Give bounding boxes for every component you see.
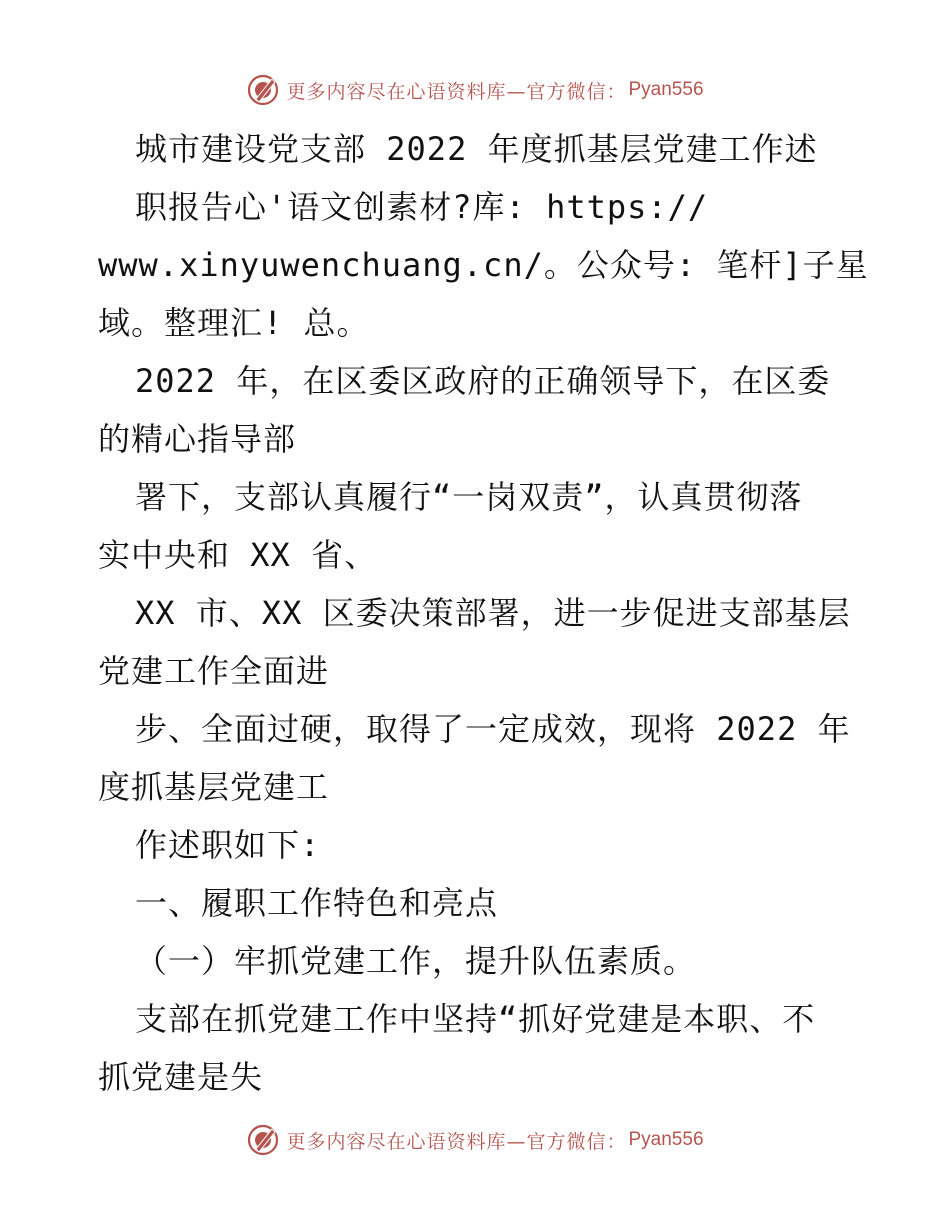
text-line: XX 市、XX 区委决策部署，进一步促进支部基层 <box>135 594 851 632</box>
text-line: 党建工作全面进 <box>98 652 330 690</box>
text-line: 职报告心'语文创素材?库: https:// <box>135 188 709 226</box>
document-body <box>98 120 869 1106</box>
text-line: 度抓基层党建工 <box>98 768 330 806</box>
text-line: 的精心指导部 <box>98 420 297 458</box>
text-line: 署下，支部认真履行“一岗双责”，认真贯彻落 <box>135 478 803 516</box>
banner-handle: Pyan556 <box>628 1129 704 1150</box>
banner-handle: Pyan556 <box>628 79 704 100</box>
text-line: 域。整理汇! 总。 <box>98 304 370 342</box>
text-line: 实中央和 XX 省、 <box>98 536 378 574</box>
text-line: 支部在抓党建工作中坚持“抓好党建是本职、不 <box>135 1000 816 1038</box>
text-line: 2022 年，在区委区政府的正确领导下，在区委 <box>135 362 831 400</box>
banner-text: 更多内容尽在心语资料库—官方微信： <box>286 1130 627 1153</box>
text-line: www.xinyuwenchuang.cn/。公众号: 笔杆]子星 <box>98 246 869 284</box>
header-banner <box>0 70 950 110</box>
text-line: 抓党建是失 <box>98 1058 264 1096</box>
text-line: （一）牢抓党建工作，提升队伍素质。 <box>135 942 697 980</box>
banner-text: 更多内容尽在心语资料库—官方微信： <box>286 80 627 103</box>
pen-logo-icon <box>246 1123 280 1157</box>
footer-banner <box>0 1120 950 1160</box>
text-line: 一、履职工作特色和亮点 <box>135 884 499 922</box>
text-line: 城市建设党支部 2022 年度抓基层党建工作述 <box>135 130 818 168</box>
text-line: 步、全面过硬，取得了一定成效，现将 2022 年 <box>135 710 851 748</box>
pen-logo-icon <box>246 73 280 107</box>
text-line: 作述职如下: <box>135 826 321 864</box>
